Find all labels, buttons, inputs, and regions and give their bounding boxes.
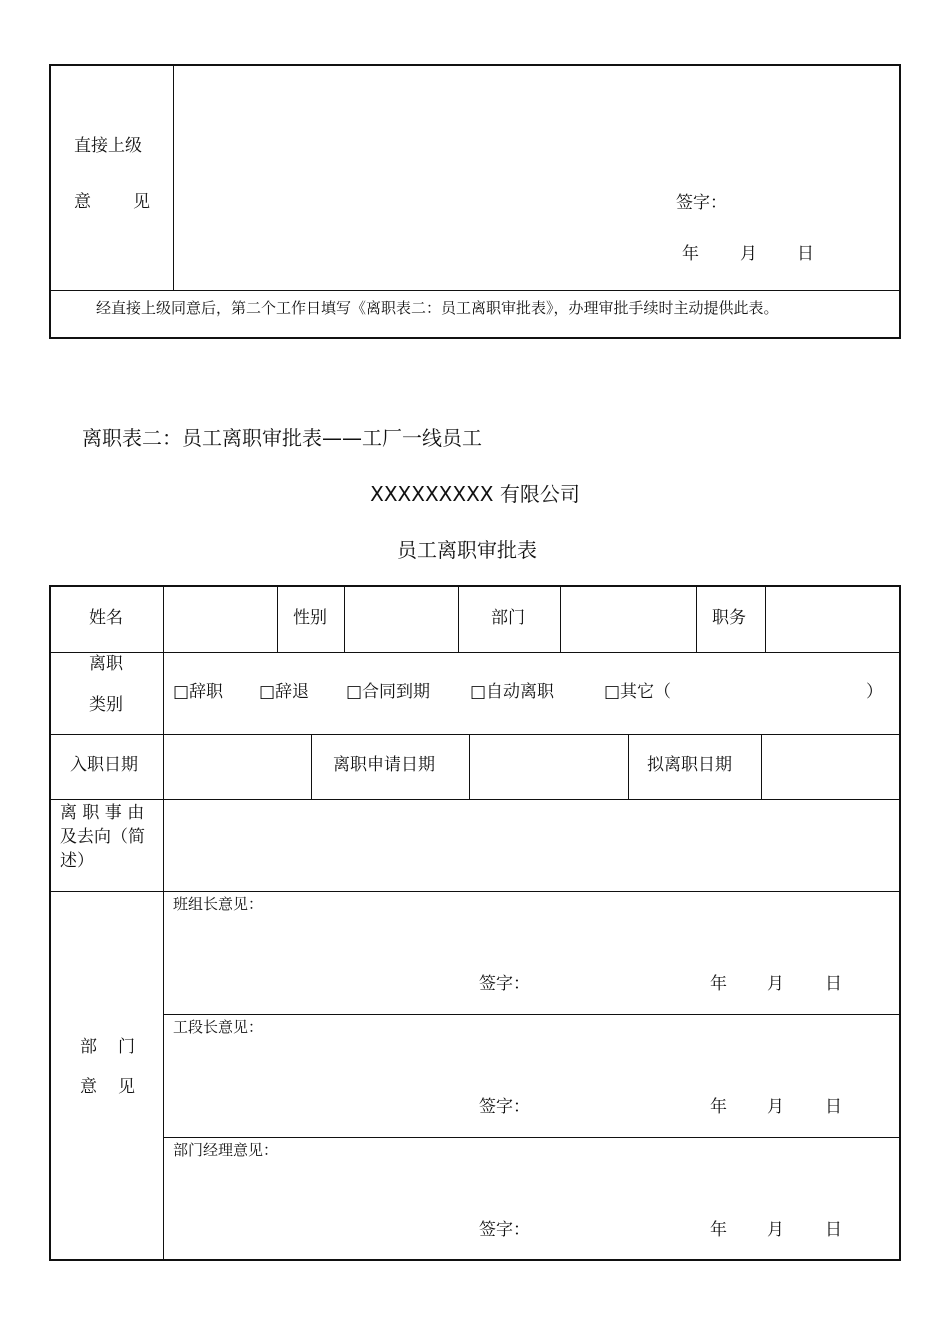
divider: [696, 586, 697, 652]
sign-label: 签字：: [676, 193, 727, 213]
divider: [50, 652, 900, 653]
divider: [164, 1014, 900, 1015]
divider: [765, 586, 766, 652]
option-dismiss-checkbox[interactable]: □辞退: [259, 682, 310, 702]
divider: [50, 290, 900, 291]
divider: [628, 735, 629, 799]
date-day: 日: [797, 244, 814, 264]
divider: [311, 735, 312, 799]
section-leader-opinion-title: 工段长意见：: [173, 1018, 264, 1036]
position-label: 职务: [712, 608, 746, 628]
instruction-note: 经直接上级同意后，第二个工作日填写《离职表二：员工离职审批表》，办理审批手续时主动提供此表。: [96, 299, 779, 317]
resignation-type-label-2: 类别: [89, 695, 123, 715]
hire-date-label: 入职日期: [70, 755, 138, 775]
date-year: 年: [710, 974, 727, 994]
option-resign-checkbox[interactable]: □辞职: [173, 682, 224, 702]
divider: [173, 65, 174, 290]
sign-label: 签字：: [479, 1220, 530, 1240]
gender-label: 性别: [293, 608, 327, 628]
date-day: 日: [825, 1097, 842, 1117]
opinion-label-b: 见: [118, 1077, 135, 1097]
divider: [277, 586, 278, 652]
divider: [458, 586, 459, 652]
date-day: 日: [825, 1220, 842, 1240]
dept-label-b: 门: [118, 1037, 135, 1057]
option-self-leave-checkbox[interactable]: □自动离职: [470, 682, 555, 702]
date-month: 月: [767, 974, 784, 994]
divider: [560, 586, 561, 652]
date-month: 月: [767, 1097, 784, 1117]
planned-date-label: 拟离职日期: [647, 755, 732, 775]
option-contract-expiry-checkbox[interactable]: □合同到期: [346, 682, 431, 702]
form-title: 员工离职审批表: [397, 538, 537, 562]
divider: [50, 891, 900, 892]
sign-label: 签字：: [479, 1097, 530, 1117]
divider: [761, 735, 762, 799]
reason-label-2: 及去向（简: [60, 827, 145, 847]
other-close-paren: ）: [866, 682, 883, 702]
name-label: 姓名: [89, 608, 123, 628]
date-year: 年: [710, 1097, 727, 1117]
date-year: 年: [710, 1220, 727, 1240]
opinion-label-a: 意: [80, 1077, 97, 1097]
divider: [344, 586, 345, 652]
divider: [50, 734, 900, 735]
divider: [163, 586, 164, 1260]
department-label: 部门: [491, 608, 525, 628]
reason-label-3: 述）: [60, 851, 94, 871]
dept-label-a: 部: [80, 1037, 97, 1057]
section-title: 离职表二：员工离职审批表——工厂一线员工: [82, 426, 482, 450]
resignation-type-label-1: 离职: [89, 654, 123, 674]
company-name: XXXXXXXXX 有限公司: [370, 482, 580, 506]
divider: [164, 1137, 900, 1138]
supervisor-label: 直接上级: [74, 136, 142, 156]
option-other-checkbox[interactable]: □其它（: [604, 682, 672, 702]
divider: [469, 735, 470, 799]
date-day: 日: [825, 974, 842, 994]
dept-manager-opinion-title: 部门经理意见：: [173, 1141, 279, 1159]
team-leader-opinion-title: 班组长意见：: [173, 895, 264, 913]
divider: [50, 799, 900, 800]
opinion-label-b: 见: [133, 192, 150, 212]
date-month: 月: [740, 244, 757, 264]
date-year: 年: [682, 244, 699, 264]
apply-date-label: 离职申请日期: [333, 755, 435, 775]
sign-label: 签字：: [479, 974, 530, 994]
reason-label-1: 离 职 事 由: [60, 803, 145, 823]
date-month: 月: [767, 1220, 784, 1240]
opinion-label-a: 意: [74, 192, 91, 212]
